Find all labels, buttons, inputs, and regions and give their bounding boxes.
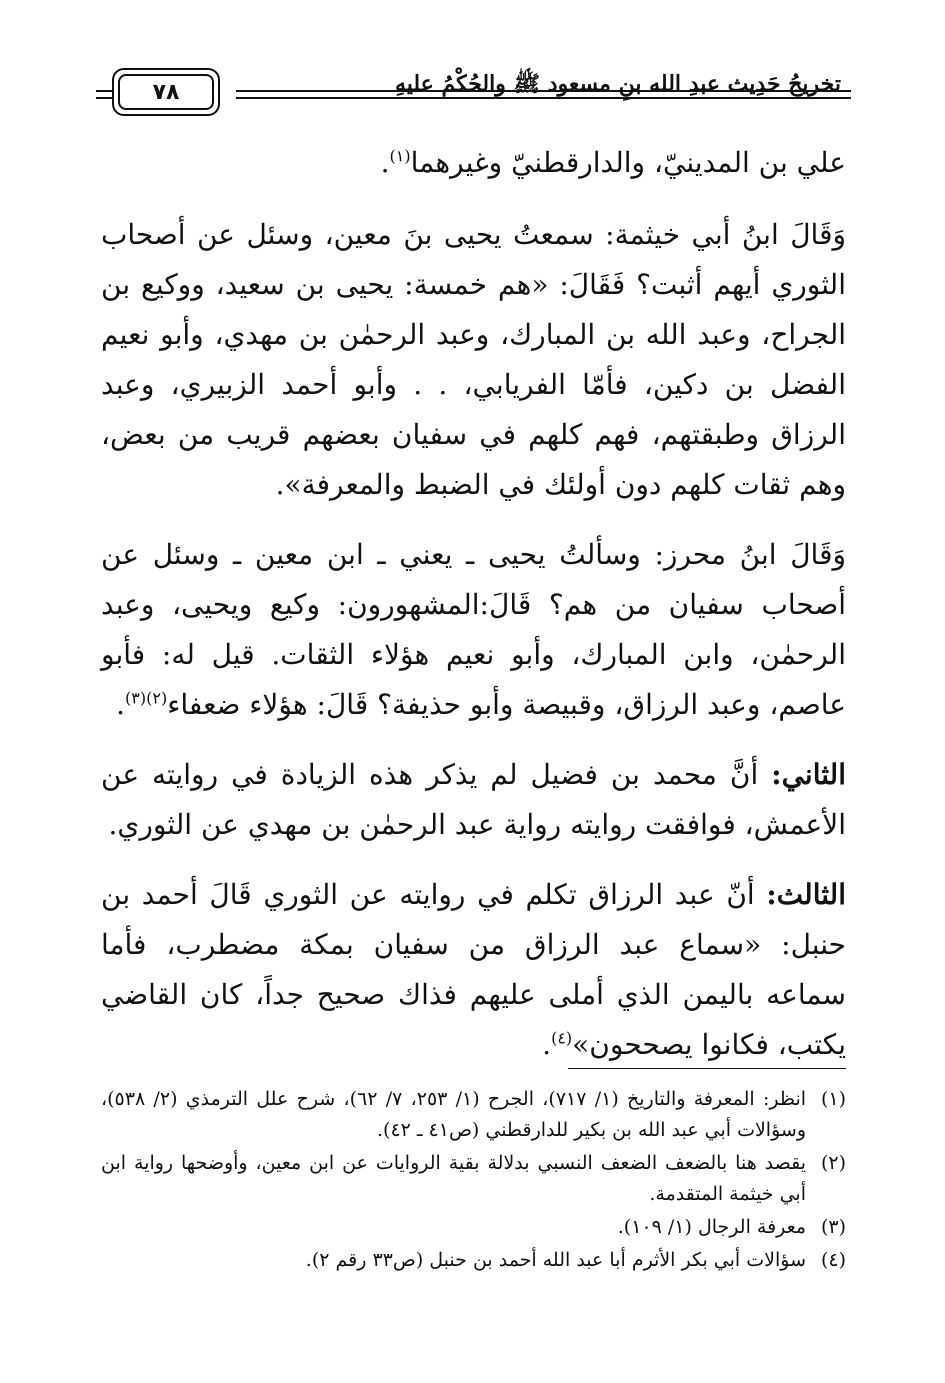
paragraph-text: وَقَالَ ابنُ أبي خيثمة: سمعتُ يحيى بنَ معين، وسئل عن أصحاب الثوري أيهم أثبت؟ فَقَالَ: «هم خمسة: يحيى بن سعيد، ووكيع بن الجراح، وعبد الله بن المبارك، وعبد الرحمٰن بن مهدي، وأبو نعيم الفضل بن دكين، فأمّا الفريابي، . . وأبو أحمد الزبيري، وعبد الرزاق وطبقتهم، فهم كلهم في سفيان بعضهم قريب من بعض، وهم ثقات كلهم دون أولئك في الضبط والمعرفة». — [101, 218, 846, 501]
paragraph-2 — [101, 210, 846, 510]
paragraph-5 — [101, 870, 846, 1070]
header-rule — [236, 90, 851, 99]
footnote-ref[interactable]: (١) — [389, 146, 411, 166]
header-rule-left — [96, 90, 112, 99]
footnote-ref[interactable]: (٢)(٣) — [125, 688, 168, 708]
paragraph-text: أنّ عبد الرزاق تكلم في روايته عن الثوري قَالَ أحمد بن حنبل: «سماع عبد الرزاق من سفيان بمكة مضطرب، فأما سماعه باليمن الذي أملى عليهم فذاك صحيح جداً، كان القاضي يكتب، فكانوا يصححون» — [101, 878, 846, 1061]
footnote-text: سؤالات أبي بكر الأثرم أبا عبد الله أحمد بن حنبل (ص٣٣ رقم ٢). — [305, 1249, 806, 1271]
footnote-text: يقصد هنا بالضعف الضعف النسبي بدلالة بقية الروايات عن ابن معين، وأوضحها رواية ابن أبي خيثمة المتقدمة. — [101, 1152, 806, 1205]
paragraph-lead: الثاني: — [771, 758, 846, 791]
paragraph-tail: . — [116, 688, 126, 721]
paragraph-text: وَقَالَ ابنُ محرز: وسألتُ يحيى ـ يعني ـ ابن معين ـ وسئل عن أصحاب سفيان من هم؟ قَالَ:المشهورون: وكيع ويحيى، وعبد الرحمٰن، وابن المبارك، وأبو نعيم هؤلاء الثقات. قيل له: فأبو عاصم، وعبد الرزاق، وقبيصة وأبو حذيفة؟ قَالَ: هؤلاء ضعفاء — [101, 538, 846, 721]
footnote-text: انظر: المعرفة والتاريخ (١/ ٧١٧)، الجرح (١/ ٢٥٣، ٧/ ٦٢)، شرح علل الترمذي (٢/ ٥٣٨)، وسؤالات أبي عبد الله بن بكير للدارقطني (ص٤١ ـ ٤٢). — [101, 1088, 807, 1141]
running-header — [96, 66, 851, 128]
paragraph-4 — [101, 750, 846, 850]
header-title: تخريجُ حَدِيث عبدِ الله بنِ مسعود ﷺ والحُكْمُ عليهِ — [394, 71, 841, 97]
paragraph-1 — [101, 138, 846, 188]
paragraph-3 — [101, 530, 846, 730]
footnote-3 — [101, 1212, 846, 1243]
page-number: ٧٨ — [118, 74, 214, 110]
body-text — [101, 138, 846, 1090]
footnote-ref[interactable]: (٤) — [551, 1028, 573, 1048]
footnote-text: معرفة الرجال (١/ ١٠٩). — [617, 1216, 806, 1238]
footnote-separator — [568, 1068, 846, 1069]
footnote-4 — [101, 1245, 846, 1276]
footnotes — [101, 1084, 846, 1278]
footnote-number: (١) — [820, 1088, 846, 1110]
footnote-number: (٤) — [820, 1249, 846, 1271]
footnote-1 — [101, 1084, 846, 1146]
paragraph-lead: الثالث: — [766, 878, 846, 911]
footnote-number: (٣) — [820, 1216, 846, 1238]
paragraph-tail: . — [542, 1028, 552, 1061]
page-number-frame — [112, 68, 220, 116]
footnote-2 — [101, 1148, 846, 1210]
paragraph-text: أنَّ محمد بن فضيل لم يذكر هذه الزيادة في روايته عن الأعمش، فوافقت روايته رواية عبد الرحمٰن بن مهدي عن الثوري. — [101, 758, 846, 841]
footnote-number: (٢) — [820, 1152, 846, 1174]
paragraph-tail: . — [380, 146, 390, 179]
paragraph-text: علي بن المدينيّ، والدارقطنيّ وغيرهما — [410, 146, 846, 179]
